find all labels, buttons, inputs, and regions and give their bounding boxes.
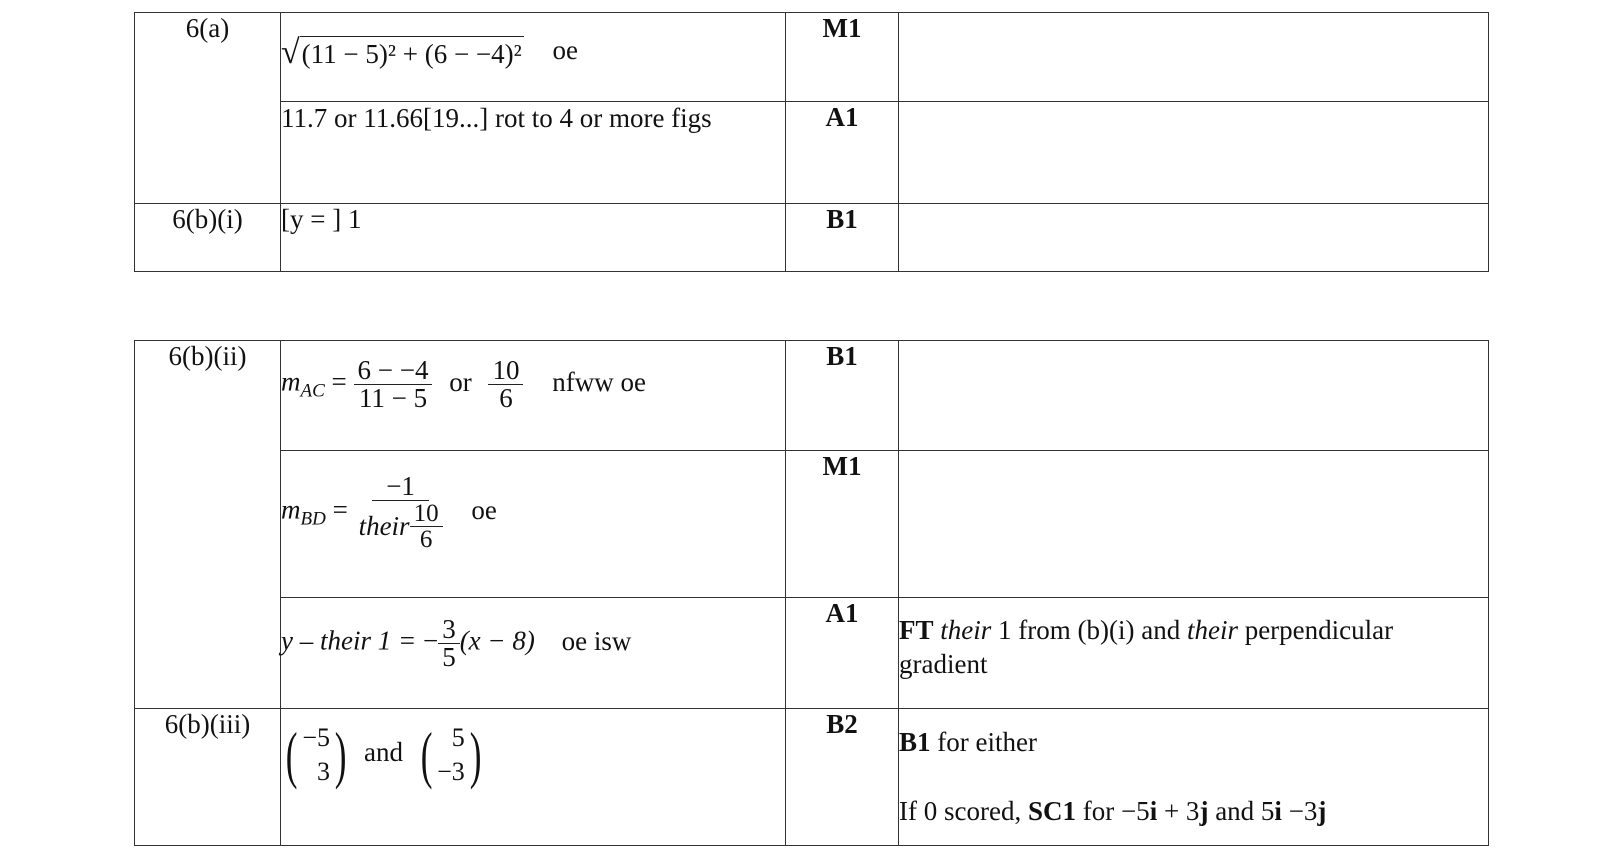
mark-cell: B1 bbox=[786, 341, 899, 451]
markscheme-table-top bbox=[134, 12, 1489, 272]
column-vector: ( 5 −3 ) bbox=[420, 718, 482, 790]
table-row bbox=[135, 598, 1489, 709]
answer-cell: 11.7 or 11.66[19...] rot to 4 or more figs bbox=[281, 102, 786, 204]
guidance-cell bbox=[899, 204, 1489, 272]
table-row bbox=[135, 102, 1489, 204]
question-label: 6(b)(i) bbox=[135, 204, 281, 272]
table-row bbox=[135, 13, 1489, 102]
fraction: $\frac{10}{6}$ bbox=[488, 357, 523, 412]
column-vector: ( −5 3 ) bbox=[285, 718, 347, 790]
mark-cell: B2 bbox=[786, 709, 899, 846]
guidance-cell bbox=[899, 102, 1489, 204]
answer-cell: $m_{BD}$ = −1 their $\frac{10}{6}$ oe bbox=[281, 451, 786, 598]
guidance-cell bbox=[899, 451, 1489, 598]
fraction: $\frac{6 - -4}{11 - 5}$ bbox=[354, 357, 433, 412]
mark-cell: M1 bbox=[786, 451, 899, 598]
answer-cell: √ (11 − 5)² + (6 − −4)² oe bbox=[281, 13, 786, 102]
question-label: 6(b)(ii) bbox=[135, 341, 281, 709]
table-row bbox=[135, 709, 1489, 846]
answer-cell: y – their 1 = − $\frac{3}{5}$ (x − 8) oe isw bbox=[281, 598, 786, 709]
fraction: −1 their $\frac{10}{6}$ bbox=[355, 473, 447, 552]
table-row bbox=[135, 451, 1489, 598]
answer-cell: [y = ] 1 bbox=[281, 204, 786, 272]
table-row bbox=[135, 204, 1489, 272]
guidance-cell bbox=[899, 13, 1489, 102]
guidance-cell: B1 for either If 0 scored, SC1 for −5i + 3j and 5i −3j bbox=[899, 709, 1489, 846]
table-row bbox=[135, 341, 1489, 451]
mark-cell: B1 bbox=[786, 204, 899, 272]
fraction: $\frac{3}{5}$ bbox=[438, 616, 460, 671]
guidance-cell: FT their 1 from (b)(i) and their perpendicular gradient bbox=[899, 598, 1489, 709]
sqrt-expression: √ (11 − 5)² + (6 − −4)² bbox=[281, 33, 522, 71]
mark-cell: A1 bbox=[786, 598, 899, 709]
mark-cell: M1 bbox=[786, 13, 899, 102]
question-label: 6(a) bbox=[135, 13, 281, 204]
mark-cell: A1 bbox=[786, 102, 899, 204]
answer-cell: ( −5 3 ) and ( 5 −3 ) bbox=[281, 709, 786, 846]
markscheme-table-bottom bbox=[134, 340, 1489, 846]
answer-cell: $m_{AC}$ = $\frac{6 - -4}{11 - 5}$ or $\frac{10}{6}$ nfww oe bbox=[281, 341, 786, 451]
guidance-cell bbox=[899, 341, 1489, 451]
question-label: 6(b)(iii) bbox=[135, 709, 281, 846]
